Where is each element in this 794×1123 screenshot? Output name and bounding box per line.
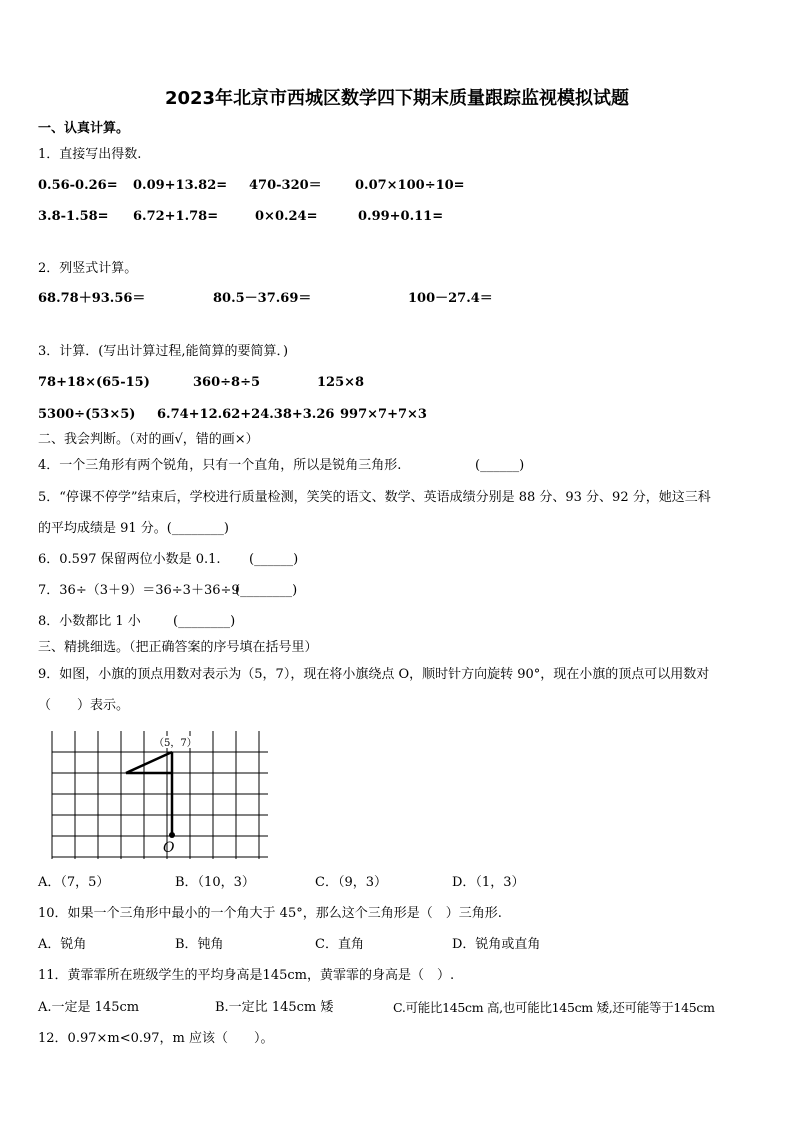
question-8: 8．小数都比 1 小 [38,614,141,629]
answer-blank[interactable]: (______) [249,552,299,567]
q3-item: 78+18×(65-15) [38,375,150,390]
q1-item: 6.72+1.78= [133,209,219,224]
question-4: 4．一个三角形有两个锐角，只有一个直角，所以是锐角三角形. [38,458,402,473]
option-d[interactable]: D．锐角或直角 [452,937,541,952]
question-9-line1: 9．如图，小旗的顶点用数对表示为（5，7），现在将小旗绕点 O，顺时针方向旋转 90°，现在小旗的顶点可以用数对 [38,667,710,682]
origin-point [169,832,175,838]
question-7: 7．36÷（3＋9）＝36÷3＋36÷9 [38,583,240,598]
answer-blank[interactable]: (________) [235,583,298,598]
answer-blank[interactable]: (________) [173,614,236,629]
question-1-stem: 1．直接写出得数. [38,147,142,162]
option-a[interactable]: A．（7，5） [38,875,110,890]
q2-item: 68.78＋93.56＝ [38,291,146,306]
q1-item: 0×0.24= [255,209,318,224]
section-heading-1: 一、认真计算。 [38,121,130,136]
q3-item: 6.74+12.62+24.38+3.26 [157,407,335,422]
option-b[interactable]: B.一定比 145cm 矮 [215,1000,334,1015]
q2-item: 80.5－37.69＝ [213,291,312,306]
question-2-stem: 2．列竖式计算。 [38,261,138,276]
question-9-line2: （ ）表示。 [38,698,130,713]
option-c[interactable]: C．直角 [315,937,364,952]
section-heading-3: 三、精挑细选。（把正确答案的序号填在括号里） [38,640,318,655]
section-heading-2: 二、我会判断。（对的画√，错的画×） [38,432,259,447]
option-d[interactable]: D．（1，3） [452,875,525,890]
option-c[interactable]: C．（9，3） [315,875,387,890]
option-b[interactable]: B．钝角 [175,937,224,952]
q1-item: 0.56-0.26= [38,178,118,193]
option-a[interactable]: A.一定是 145cm [38,1000,140,1015]
origin-label: O [163,840,175,856]
q1-item: 3.8-1.58= [38,209,109,224]
question-12: 12．0.97×m<0.97，m 应该（ ）。 [38,1031,274,1046]
answer-blank[interactable]: (______) [475,458,525,473]
option-a[interactable]: A．锐角 [38,937,87,952]
q3-item: 125×8 [317,375,365,390]
q2-item: 100－27.4＝ [408,291,493,306]
q1-item: 0.07×100÷10= [355,178,465,193]
flag-grid-figure [40,726,280,866]
question-11: 11．黄霏霏所在班级学生的平均身高是145cm，黄霏霏的身高是（ ）. [38,968,455,983]
q3-item: 360÷8÷5 [193,375,261,390]
q1-item: 470-320＝ [249,178,322,193]
question-6: 6．0.597 保留两位小数是 0.1. [38,552,221,567]
vertex-coordinate-label: （5，7） [154,738,197,749]
question-3-stem: 3．计算．(写出计算过程,能简算的要简算．) [38,344,289,359]
q3-item: 997×7+7×3 [340,407,427,422]
option-b[interactable]: B．（10，3） [175,875,255,890]
option-c[interactable]: C.可能比145cm 高,也可能比145cm 矮,还可能等于145cm [393,1000,715,1015]
q3-item: 5300÷(53×5) [38,407,136,422]
question-10: 10．如果一个三角形中最小的一个角大于 45°，那么这个三角形是（ ）三角形. [38,906,502,921]
question-5-line1: 5．“停课不停学”结束后，学校进行质量检测，笑笑的语文、数学、英语成绩分别是 88 分、93 分、92 分，她这三科 [38,490,711,505]
page-title: 2023年北京市西城区数学四下期末质量跟踪监视模拟试题 [164,88,630,109]
q1-item: 0.99+0.11= [358,209,444,224]
question-5-line2: 的平均成绩是 91 分。(________) [38,521,229,536]
q1-item: 0.09+13.82= [133,178,228,193]
